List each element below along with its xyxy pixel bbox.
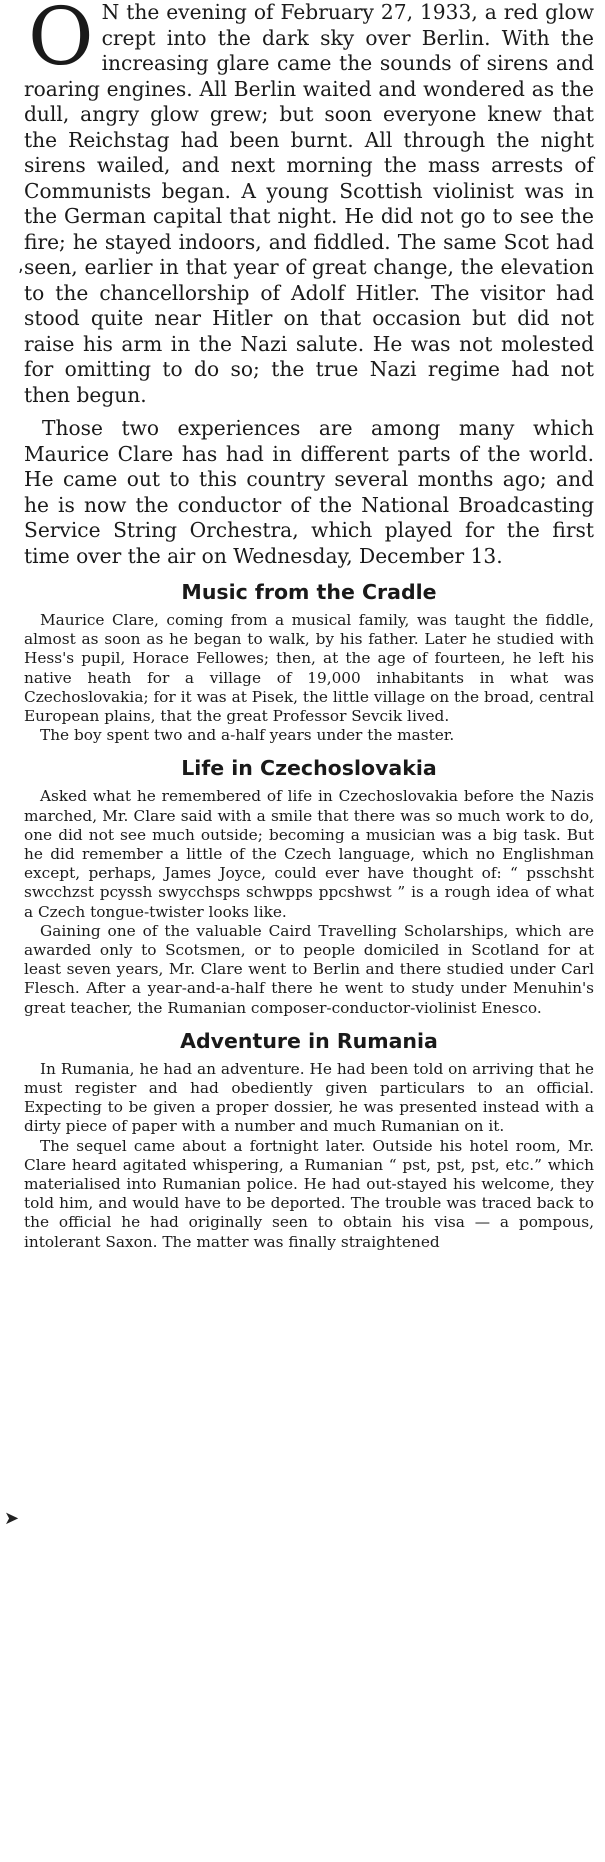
section-heading-adventure-in-rumania: Adventure in Rumania	[180, 1028, 438, 1053]
body-paragraph: Maurice Clare, coming from a musical family, was taught the fiddle, almost as soon as he began to walk, by his father. Later he studied with Hess's pupil, Horace Fellowes; then, at the age of fourteen, he left his native heath for a village of 19,000 inhabitants in what was Czechoslovakia; for it was at Pisek, the little village on the broad, central European plains, that the great Professor Sevcik lived.	[24, 611, 594, 726]
intro-paragraph-1: O N the evening of February 27, 1933, a red glow crept into the dark sky over Berlin. With the increasing glare came the sounds of sirens and roaring engines. All Berlin waited and wondered as the dull, angry glow grew; but soon everyone knew that the Reichstag had been burnt. All through the night sirens wailed, and next morning the mass arrests of Communists began. A young Scottish violinist was in the German capital that night. He did not go to see the fire; he stayed indoors, and fiddled. The same Scot had seen, earlier in that year of great change, the elevation to the chancellorship of Adolf Hitler. The visitor had stood quite near Hitler on that occasion but did not raise his arm in the Nazi salute. He was not molested for omitting to do so; the true Nazi regime had not then begun.	[24, 0, 594, 407]
body-paragraph: The sequel came about a fortnight later. Outside his hotel room, Mr. Clare heard agitated whispering, a Rumanian “ pst, pst, pst, etc.” which materialised into Rumanian police. He had out-stayed his welcome, they told him, and would have to be deported. The trouble was traced back to the official he had originally seen to obtain his visa — a pompous, intolerant Saxon. The matter was finally straightened	[24, 1136, 594, 1251]
margin-mark-arrow: ➤	[4, 1508, 20, 1529]
article	[24, 0, 594, 1252]
body-paragraph: Gaining one of the valuable Caird Travelling Scholarships, which are awarded only to Scotsmen, or to people domiciled in Scotland for at least seven years, Mr. Clare went to Berlin and there studied under Carl Flesch. After a year-and-a-half there he went to study under Menuhin's great teacher, the Rumanian composer-conductor-violinist Enesco.	[24, 921, 594, 1017]
section-heading-music-from-the-cradle: Music from the Cradle	[181, 580, 437, 604]
drop-cap: O	[28, 0, 94, 83]
body-paragraph: The boy spent two and a-half years under the master.	[40, 726, 455, 745]
intro-paragraph-2: Those two experiences are among many which Maurice Clare has had in different parts of the world. He came out to this country several months ago; and he is now the conductor of the National Broadcasting Service String Orchestra, which played for the first time over the air on Wednesday, December 13.	[24, 416, 594, 568]
section-body-music-from-the-cradle	[24, 611, 594, 745]
section-body-adventure-in-rumania	[24, 1060, 594, 1252]
body-paragraph: Asked what he remembered of life in Czechoslovakia before the Nazis marched, Mr. Clare said with a smile that there was so much work to do, one did not see much outside; becoming a musician was a big task. But he did remember a little of the Czech language, which no Englishman except, perhaps, James Joyce, could ever have thought of: “ psschsht swcchzst pcyssh swycchsps schwpps ppcshwst ” is a rough idea of what a Czech tongue-twister looks like.	[24, 787, 594, 921]
body-paragraph: In Rumania, he had an adventure. He had been told on arriving that he must register and had obediently given particulars to an official. Expecting to be given a proper dossier, he was presented instead with a dirty piece of paper with a number and much Rumanian on it.	[24, 1059, 594, 1136]
article-intro	[24, 0, 594, 569]
section-body-life-in-czechoslovakia	[24, 787, 594, 1017]
section-heading-life-in-czechoslovakia: Life in Czechoslovakia	[181, 756, 437, 781]
margin-mark-comma: ,	[18, 255, 24, 276]
